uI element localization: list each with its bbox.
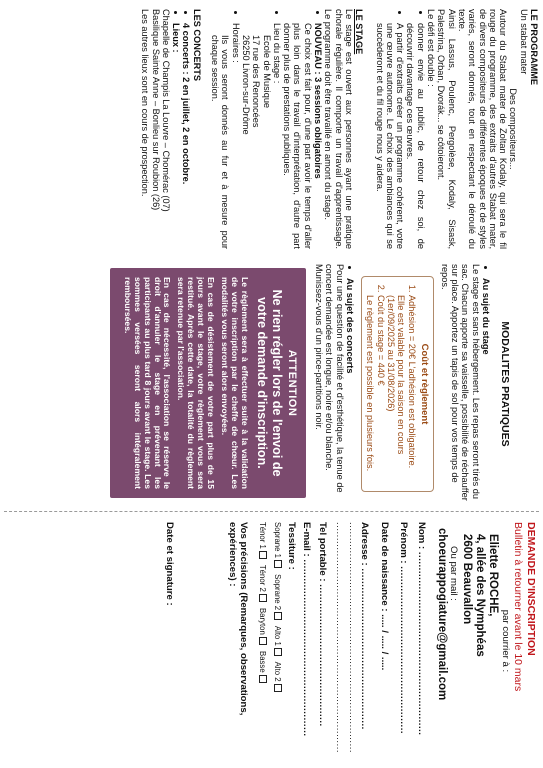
inscription-par-courrier: par courrier à : [500, 609, 511, 673]
stage-lieu-3: 26250 Livron-sur-Drôme [240, 35, 251, 135]
field-email[interactable]: E-mail : ........................................................ [301, 522, 313, 737]
stage-intro: Le stage est ouvert aux personnes ayant une pratique chorale régulière. Il comporte un travail d'apprentissage. Le programme doit être travaillé en amont du stage. [323, 9, 354, 249]
inscription-ou-mail: Ou par mail : [448, 546, 460, 601]
voice-soprane-2: Soprane 2 [273, 574, 283, 611]
concerts-list [171, 9, 192, 249]
programme-subtitle: Un stabat mater [518, 9, 529, 75]
checkbox-baryton[interactable] [260, 637, 268, 645]
voice-row-2 [258, 522, 269, 760]
stage-nouveau-text: Ce choix est fait pour, d'une part avoir le temps d'aller plus loin dans le travail d'interprétation, d'autre part donner plus de prestations publiques. [282, 23, 313, 249]
field-adresse-line-2[interactable]: ......................................................................... [347, 522, 358, 754]
voice-basse: Basse [258, 651, 268, 673]
field-tel-label: Tel portable : [317, 522, 328, 582]
field-tessiture-label: Tessiture : [286, 522, 297, 570]
concerts-title: LES CONCERTS [191, 9, 202, 81]
stage-nouveau: • NOUVEAU : 3 sessions obligatoires [313, 23, 323, 249]
field-prenom[interactable]: Prénom : ..................................................... [398, 522, 410, 735]
stage-bullets [313, 9, 323, 249]
programme-bullet-2: • A partir d'extraits créer un programme cohérent, votre une œuvre autonome. Le choix des ambiances qui se succèderont et du fil rouge nous y aidera. [374, 23, 405, 249]
attention-subtitle: Ne rien régler lors de l'envoi de votre demande d'inscription. [255, 289, 284, 477]
cost-item-2: 2. Coût du stage = 440 € [375, 295, 385, 485]
stage-lieu-list [272, 9, 282, 249]
inscription-addr-2: 2600 Beauvallon [461, 534, 474, 625]
field-tel[interactable]: Tel portable : ............................................. [317, 522, 328, 727]
field-adresse-line-3[interactable]: ......................................................................... [334, 522, 346, 754]
modalites-sujet-concerts: • Au sujet des concerts [345, 278, 355, 504]
field-nom[interactable]: Nom : .......................................................... [416, 522, 427, 736]
field-naissance-label: Date de naissance : [379, 522, 390, 612]
modalites-title: MODALITES PRATIQUES [499, 321, 511, 447]
programme-names: Ainsi Lassus, Poulenc, Pergolèse, Kodaly, Sisask, Palestrina, Orban, Dvorák... se côtoieront. [436, 9, 457, 249]
modalites-concerts-text: Pour une question de facilité et d'esthétique, la tenue de concert demandée est longue, noire et/ou blanche. Munissez-vous d'un pince-partitions noir. [314, 264, 345, 493]
field-nom-label: Nom : [416, 522, 427, 550]
checkbox-alto-2[interactable] [275, 684, 283, 692]
concerts-count: • 4 concerts : 2 en juillet, 2 en octobre. [181, 23, 191, 249]
modalites-stage-text: Le stage est sans hébergement. Les repas seront tirés du sac. Chacun apporte sa vaisselle, possibilité de réchauffer sur place. Apportez un tapis de sol pour vos temps de repos. [439, 264, 481, 501]
modalites-sujet-stage: • Au sujet du stage [481, 278, 491, 504]
cost-item-2b: Le règlement est possible en plusieurs fois. [365, 295, 376, 472]
cost-list [375, 283, 416, 485]
field-adresse-label: Adresse : [359, 522, 371, 566]
attention-p2: En cas de désistement de votre part plus de 15 jours avant le stage, votre règlement vous sera restitué. Après cette date, la totalité du règlement sera retenue par l'association. [176, 277, 217, 489]
panel-programme [0, 0, 543, 256]
cost-title: Coût et règlement [418, 343, 430, 425]
field-precisions-area[interactable] [177, 522, 227, 760]
modalites-concerts-list [345, 264, 355, 504]
programme-intro: Autour du Stabat mater de Zoltan Kodaly, qui sera le fil rouge du programme, des extraits d'autres Stabat mater, de divers compositeurs de différentes époques et de styles variés, seront donnés, tout en respectant le déroulé du texte. [456, 9, 509, 249]
inscription-addr-1: 4, allée des Nymphéas [474, 534, 487, 657]
field-precisions-label: Vos précisions (Remarques, observations, expériences) : [227, 522, 250, 716]
inscription-deadline: Bulletin à retourner avant le 10 mars [512, 522, 525, 692]
field-naissance-format: ..... / ..... / ..... [379, 614, 390, 671]
stage-lieu-1: Ecole de Musique [261, 35, 272, 109]
checkbox-soprane-2[interactable] [275, 612, 283, 620]
panel-inscription [0, 512, 543, 768]
checkbox-basse[interactable] [260, 675, 268, 683]
concerts-lieu-2: Basilique Sainte Anne – Bonlieu sur Roubion (26) [150, 9, 161, 211]
field-date-signature-label: Date et signature : [164, 522, 176, 606]
checkbox-tenor-1[interactable] [260, 551, 268, 559]
attention-title: ATTENTION [285, 349, 298, 417]
stage-lieu-2: 17 rue des Renoncées [251, 35, 262, 128]
concerts-lieu-1: Chapelle de Champis La Louvre – Chomérac (07) [160, 9, 171, 212]
voice-soprane-1: Soprane 1 [273, 522, 283, 558]
stage-title: LE STAGE [354, 9, 365, 55]
stage-horaires-text: Ils vous seront donnés au fur et à mesure pour chaque session. [210, 35, 231, 249]
attention-p1: Le règlement sera à effectuer suite à la validation de votre inscription par le cheffe de chœur. Les modalités vous seront alors envoyées. [220, 277, 250, 489]
field-date-signature-area[interactable] [114, 522, 164, 760]
field-adresse[interactable]: Adresse : ................................................... [359, 522, 371, 730]
field-email-label: E-mail : [301, 522, 313, 557]
stage-horaires-list [230, 9, 240, 249]
inscription-email: choeurappogiature@gmail.com [436, 528, 448, 701]
modalites-stage-list [481, 264, 491, 504]
concerts-lieu-3: Les autres lieux sont en cours de prospection. [140, 9, 151, 197]
field-prenom-label: Prénom : [398, 522, 410, 564]
panel-modalites [0, 256, 543, 512]
attention-p3: En cas de nécessité, l'association se réserve le droit d'annuler le stage en prévenant les participants au plus tard 8 jours avant le stage. Les sommes versées seront alors intégralement remboursées. [122, 277, 173, 489]
voice-tenor-2: Ténor 2 [258, 564, 268, 592]
cost-box [361, 276, 433, 492]
voice-row-1 [273, 522, 284, 760]
attention-box [110, 268, 306, 498]
inscription-name: Eliette ROCHE, [487, 534, 500, 617]
field-naissance[interactable] [379, 522, 391, 760]
voice-baryton: Baryton [258, 607, 268, 635]
programme-bullet-1: • donner envie au public, de retour chez soi, de découvrir davantage ces œuvres. [405, 23, 426, 249]
checkbox-tenor-2[interactable] [260, 594, 268, 602]
programme-composers: Des compositeurs... [508, 88, 519, 170]
voice-tenor-1: Ténor 1 [258, 522, 268, 549]
stage-horaires-label: • Horaires : [230, 23, 240, 249]
voice-alto-2: Alto 2 [273, 661, 283, 682]
programme-double-label: Le défi est double : [426, 9, 437, 87]
inscription-title: DEMANDE D'INSCRIPTION [525, 522, 537, 656]
checkbox-soprane-1[interactable] [275, 560, 283, 568]
concerts-lieux-label: • Lieux : [171, 23, 181, 249]
cost-item-1: 1. Adhésion = 20€ L'adhésion est obligatoire. Elle est valable pour la saison en cours (1er/09/2025 au 31/08/2026) [386, 295, 417, 485]
programme-bullets [374, 9, 425, 249]
checkbox-alto-1[interactable] [275, 648, 283, 656]
voice-alto-1: Alto 1 [273, 625, 283, 646]
stage-lieu-label: • Lieu du stage : [272, 23, 282, 249]
programme-title: LE PROGRAMME [529, 9, 539, 86]
